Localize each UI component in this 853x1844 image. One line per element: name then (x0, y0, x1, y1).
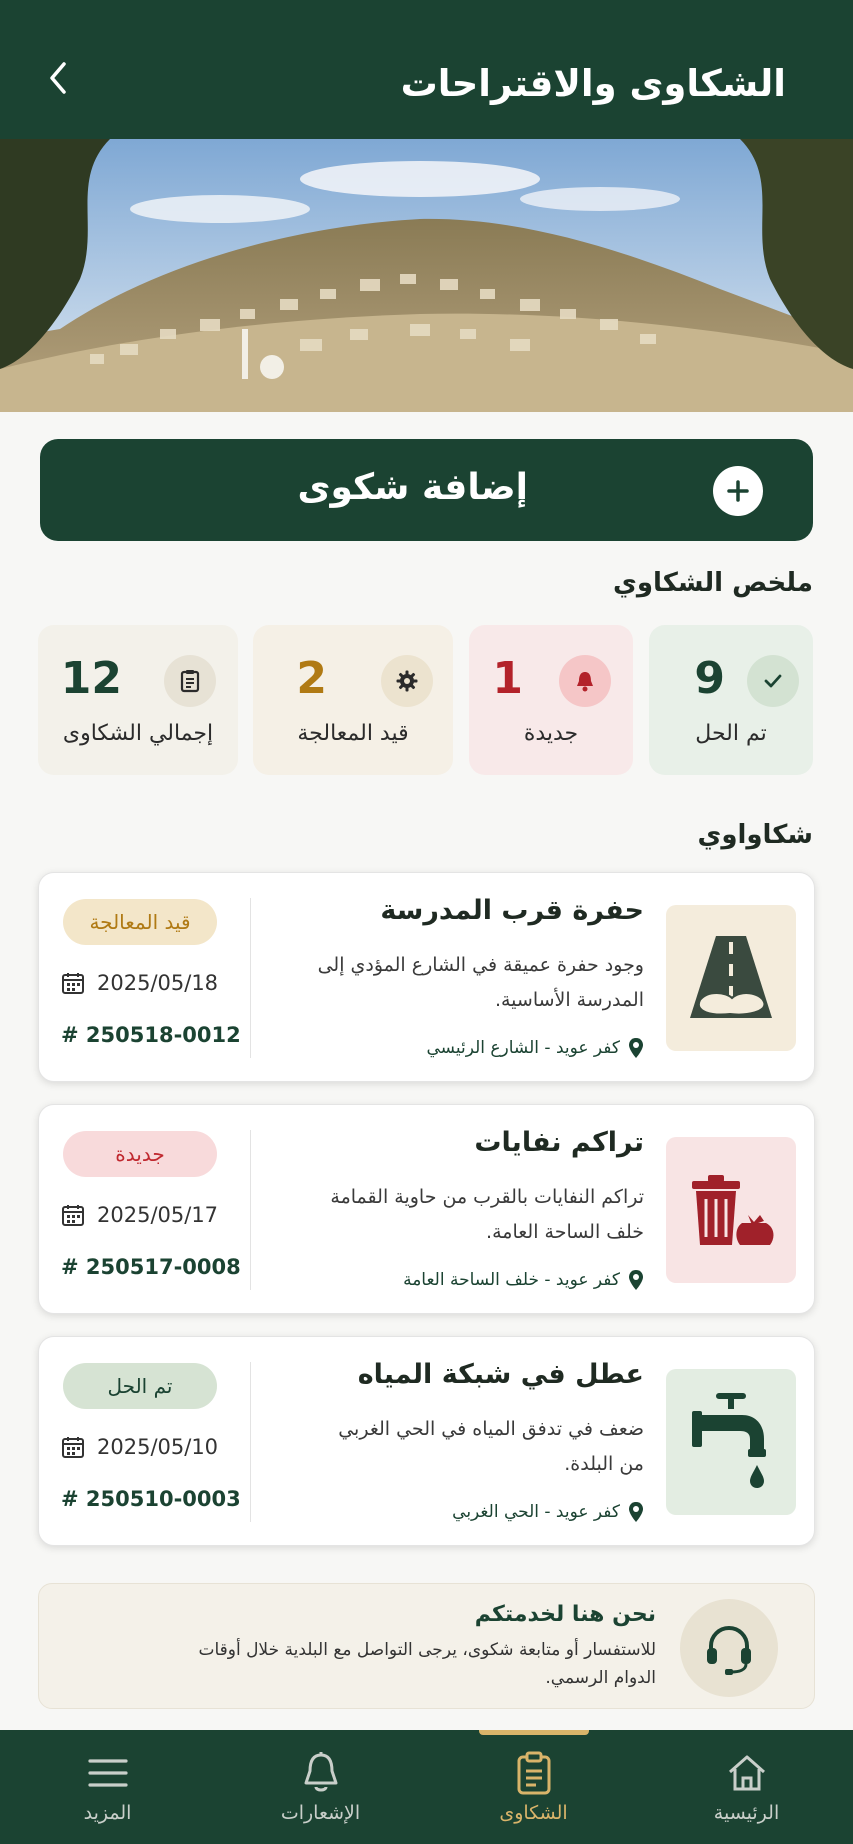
divider (250, 1130, 251, 1290)
nav-notifications[interactable] (214, 1730, 427, 1844)
complaint-location (427, 1037, 644, 1059)
nav-complaints[interactable] (427, 1730, 640, 1844)
active-indicator (479, 1730, 589, 1735)
hero-image (0, 139, 853, 412)
date-text: 2025/05/18 (97, 971, 219, 995)
trash-bin-icon (666, 1137, 796, 1283)
complaint-description: وجود حفرة عميقة في الشارع المؤدي إلى المدرسة الأساسية. (317, 954, 644, 1011)
date-text: 2025/05/10 (97, 1435, 219, 1459)
complaint-title: عطل في شبكة المياه (357, 1359, 644, 1390)
location-pin-icon (628, 1501, 644, 1523)
complaint-location (403, 1269, 644, 1291)
nav-label: الشكاوى (499, 1802, 568, 1824)
divider (250, 898, 251, 1058)
location-text: كفر عويد - الحي الغربي (452, 1502, 620, 1522)
help-title: نحن هنا لخدمتكم (474, 1602, 656, 1627)
calendar-icon (61, 971, 85, 995)
add-complaint-button[interactable] (40, 439, 813, 541)
bell-icon (301, 1750, 341, 1796)
home-icon (726, 1750, 768, 1796)
road-pothole-icon (666, 905, 796, 1051)
stat-resolved[interactable] (649, 625, 813, 775)
bell-icon (559, 655, 611, 707)
status-badge: تم الحل (63, 1363, 217, 1409)
water-tap-icon (666, 1369, 796, 1515)
stat-value: 1 (492, 653, 523, 704)
date-text: 2025/05/17 (97, 1203, 219, 1227)
check-icon (747, 655, 799, 707)
status-badge: جديدة (63, 1131, 217, 1177)
help-panel (38, 1583, 815, 1709)
gear-icon (381, 655, 433, 707)
nav-home[interactable] (640, 1730, 853, 1844)
headset-icon (680, 1599, 778, 1697)
stat-label: تم الحل (695, 721, 767, 746)
complaint-id: # 250518-0012 (61, 1023, 241, 1047)
clipboard-icon (516, 1750, 552, 1796)
help-text: للاستفسار أو متابعة شكوى، يرجى التواصل مع البلدية خلال أوقات الدوام الرسمي. (198, 1640, 656, 1688)
bottom-navigation (0, 1730, 853, 1844)
chevron-left-icon (46, 60, 70, 96)
nav-label: المزيد (83, 1802, 132, 1824)
complaint-description: تراكم النفايات بالقرب من حاوية القمامة خلف الساحة العامة. (330, 1186, 644, 1243)
stat-total[interactable] (38, 625, 238, 775)
stat-in-progress[interactable] (253, 625, 453, 775)
summary-title: ملخص الشكاوي (613, 568, 813, 598)
nav-more[interactable] (1, 1730, 214, 1844)
location-text: كفر عويد - خلف الساحة العامة (403, 1270, 620, 1290)
nav-label: الرئيسية (713, 1802, 780, 1824)
page-title: الشكاوى والاقتراحات (400, 62, 786, 105)
stat-value: 2 (296, 653, 327, 704)
complaint-card[interactable] (38, 1336, 815, 1546)
stat-new[interactable] (469, 625, 633, 775)
complaint-id: # 250517-0008 (61, 1255, 241, 1279)
stat-value: 9 (694, 653, 725, 704)
divider (250, 1362, 251, 1522)
complaint-date (61, 971, 218, 995)
complaints-title: شكاواوي (697, 820, 813, 850)
stat-label: جديدة (523, 721, 579, 746)
complaint-location (452, 1501, 644, 1523)
nav-label: الإشعارات (280, 1802, 361, 1824)
status-badge: قيد المعالجة (63, 899, 217, 945)
calendar-icon (61, 1203, 85, 1227)
complaint-card[interactable] (38, 1104, 815, 1314)
add-complaint-label: إضافة شكوى (297, 467, 528, 508)
complaint-date (61, 1203, 218, 1227)
complaint-description: ضعف في تدفق المياه في الحي الغربي من البلدة. (338, 1418, 644, 1475)
stat-value: 12 (60, 653, 122, 704)
menu-icon (88, 1750, 128, 1796)
complaint-card[interactable] (38, 872, 815, 1082)
app-header (0, 0, 853, 139)
stat-label: إجمالي الشكاوى (62, 721, 214, 746)
location-text: كفر عويد - الشارع الرئيسي (426, 1038, 620, 1058)
location-pin-icon (628, 1037, 644, 1059)
complaint-date (61, 1435, 218, 1459)
plus-icon (713, 466, 763, 516)
stat-label: قيد المعالجة (297, 721, 409, 746)
clipboard-icon (164, 655, 216, 707)
complaint-title: حفرة قرب المدرسة (380, 895, 644, 926)
complaint-title: تراكم نفايات (474, 1127, 644, 1158)
calendar-icon (61, 1435, 85, 1459)
back-button[interactable] (38, 58, 78, 98)
location-pin-icon (628, 1269, 644, 1291)
complaint-id: # 250510-0003 (61, 1487, 241, 1511)
